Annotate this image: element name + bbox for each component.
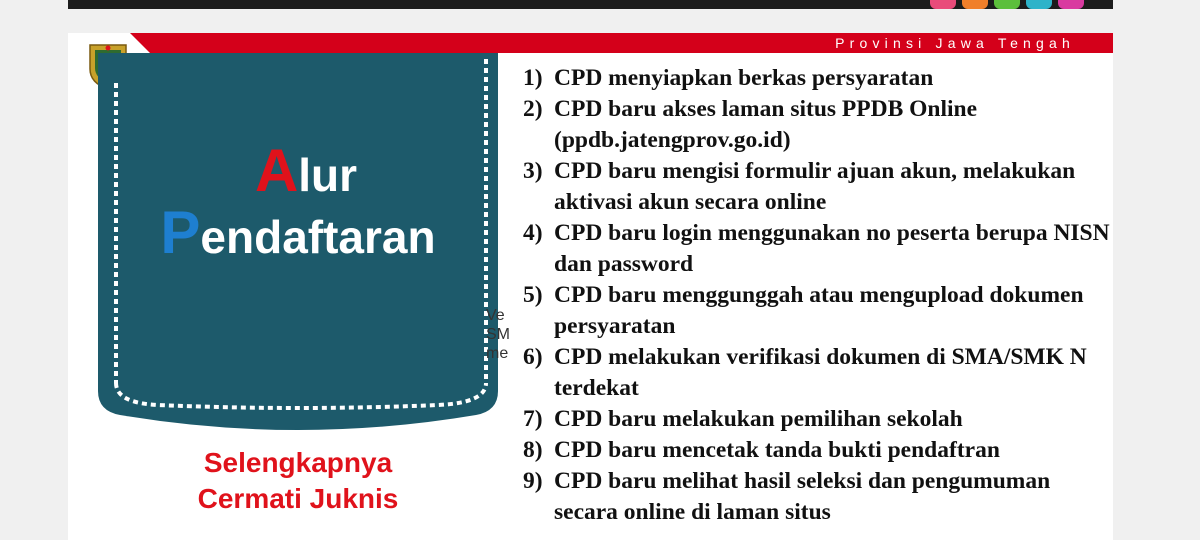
top-app-icons [930,0,1084,9]
registration-steps-list [523,63,1113,528]
title-word-alur [98,136,506,205]
app-icon-green[interactable] [994,0,1020,9]
app-icon-pink[interactable] [930,0,956,9]
callout-line-1: Selengkapnya [203,447,393,478]
province-label: Provinsi Jawa Tengah [835,35,1075,51]
title-cap-p: P [160,199,201,266]
step-item: 4) CPD baru login menggunakan no peserta berupa NISN dan password [523,220,1110,277]
juknis-callout [138,445,458,517]
app-icon-magenta[interactable] [1058,0,1084,9]
title-rest-lur: lur [298,149,358,201]
step-item: 6) CPD melakukan verifikasi dokumen di SMA/SMK N terdekat [523,344,1087,401]
slide-card [68,33,1113,540]
title-word-pendaftaran [98,198,498,267]
step-item: 5) CPD baru menggunggah atau mengupload dokumen persyaratan [523,282,1084,339]
step-item: 2) CPD baru akses laman situs PPDB Online (ppdb.jatengprov.go.id) [523,96,978,153]
title-cap-a: A [254,137,299,204]
step-item: 9) CPD baru melihat hasil seleksi dan pengumuman secara online di laman situs [523,468,1051,525]
step-item: 3) CPD baru mengisi formulir ajuan akun, melakukan aktivasi akun secara online [523,158,1076,215]
step-item: 1) CPD menyiapkan berkas persyaratan [523,65,934,91]
app-icon-teal[interactable] [1026,0,1052,9]
app-icon-orange[interactable] [962,0,988,9]
step-item: 8) CPD baru mencetak tanda bukti pendaftran [523,437,1000,463]
title-rest-endaftaran: endaftaran [200,211,436,263]
clipped-background-text: Ve SM me [486,307,510,362]
callout-line-2: Cermati Juknis [197,483,399,514]
step-item: 7) CPD baru melakukan pemilihan sekolah [523,406,963,432]
